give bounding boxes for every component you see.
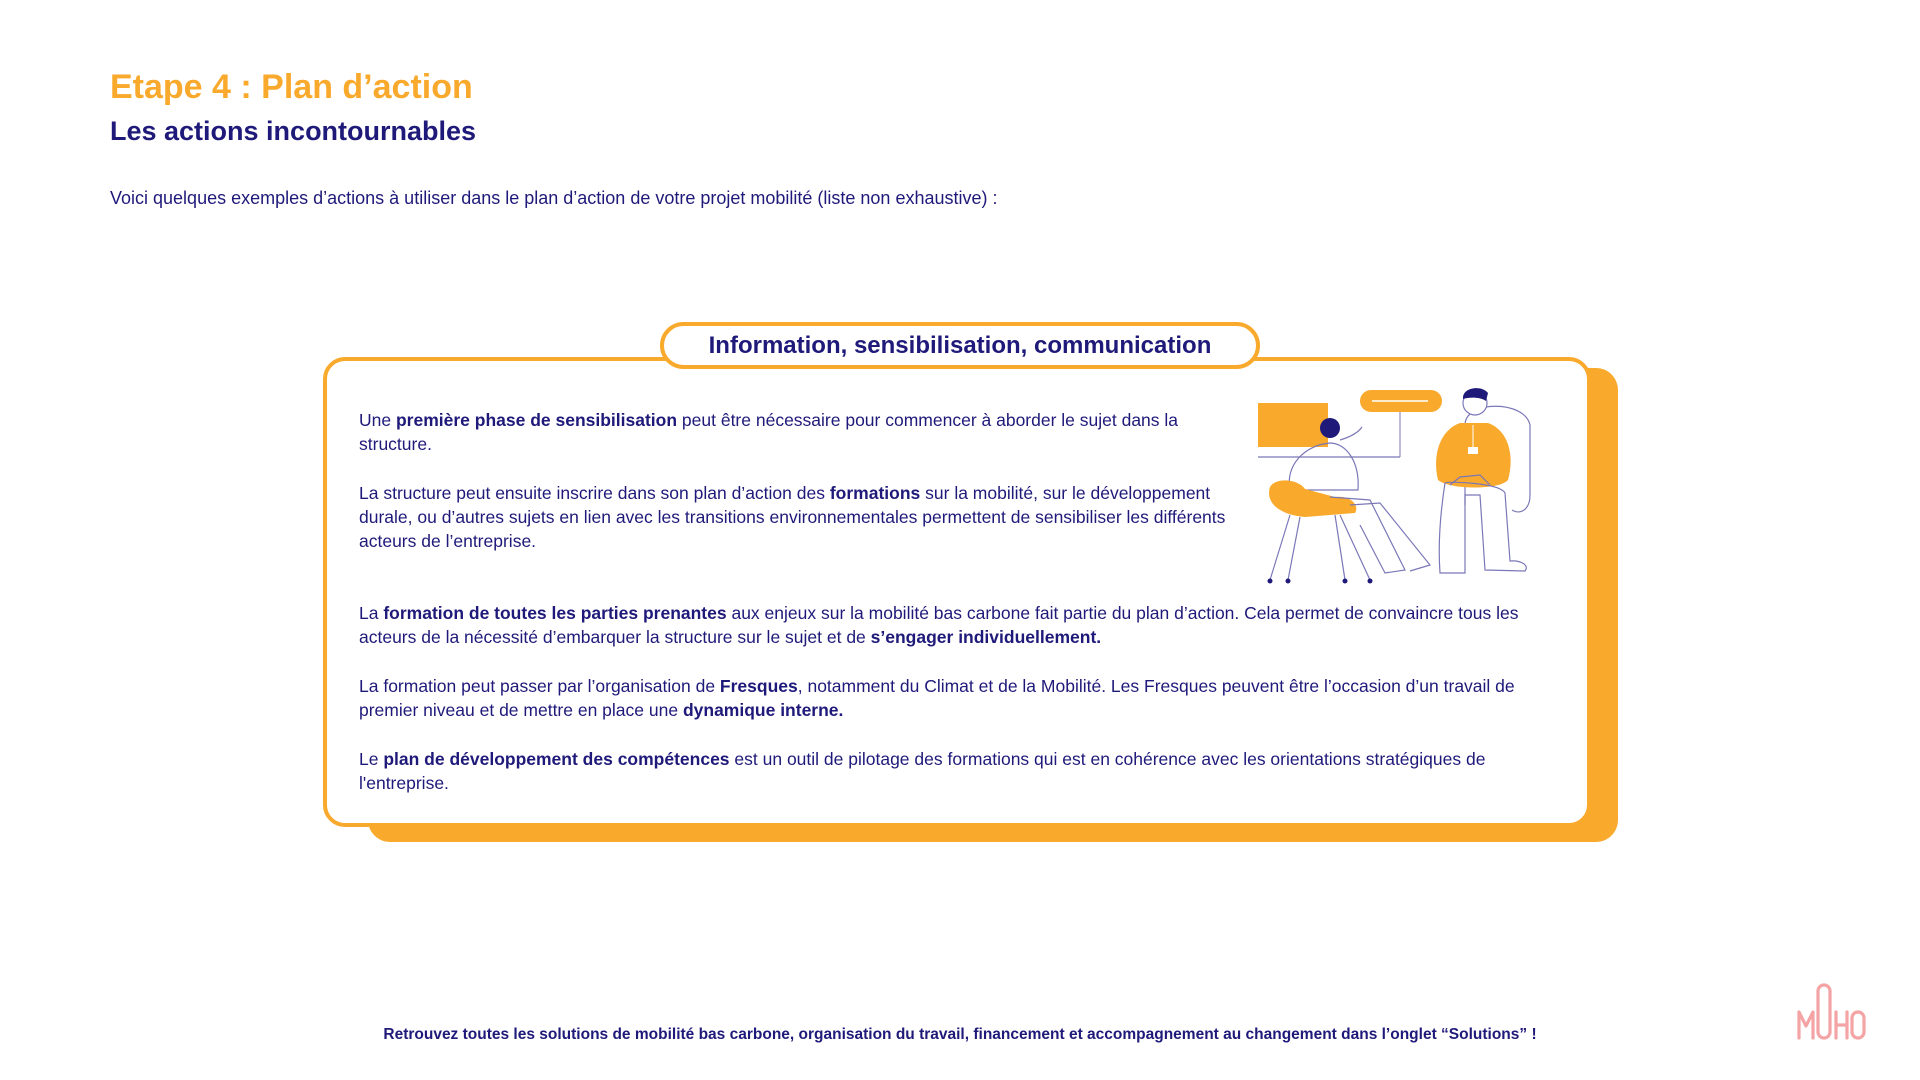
page-title: Etape 4 : Plan d’action [110,68,473,106]
paragraph-plan-competences: Le plan de développement des compétences est un outil de pilotage des formations qui est en cohérence avec les orientations stratégiques de l'entreprise. [359,749,1486,793]
paragraph-sensibilisation: Une première phase de sensibilisation peut être nécessaire pour commencer à aborder le sujet dans la structure. [359,410,1179,454]
conversation-illustration [1250,385,1550,590]
paragraph-formations: La structure peut ensuite inscrire dans son plan d’action des formations sur la mobilité, sur le développement durale, ou d’autres sujets en lien avec les transitions environnementales permettent de sensibiliser les différents acteurs de l’entreprise. [359,483,1226,551]
paragraph-fresques: La formation peut passer par l’organisation de Fresques, notamment du Climat et de la Mobilité. Les Fresques peuvent être l’occasion d’un travail de premier niveau et de mettre en place une dynamique interne. [359,676,1515,720]
card-tab-title: Information, sensibilisation, communication [660,322,1260,369]
paragraph-parties-prenantes: La formation de toutes les parties prenantes aux enjeux sur la mobilité bas carbone fait partie du plan d’action. Cela permet de convaincre tous les acteurs de la nécessité d’embarquer la structure sur le sujet et de s’engager individuellement. [359,603,1519,647]
svg-text:MOHO: MOHO [1796,982,1800,983]
person-left-head [1320,418,1340,438]
chair-left [1269,480,1356,517]
footer-text: Retrouvez toutes les solutions de mobilité bas carbone, organisation du travail, financement et accompagnement au changement dans l’onglet “Solutions” ! [383,1026,1537,1043]
board-shape [1258,403,1328,447]
page-subtitle: Les actions incontournables [110,116,477,146]
intro-text: Voici quelques exemples d’actions à utiliser dans le plan d’action de votre projet mobilité (liste non exhaustive) : [110,188,998,208]
moho-logo [1796,982,1868,1040]
